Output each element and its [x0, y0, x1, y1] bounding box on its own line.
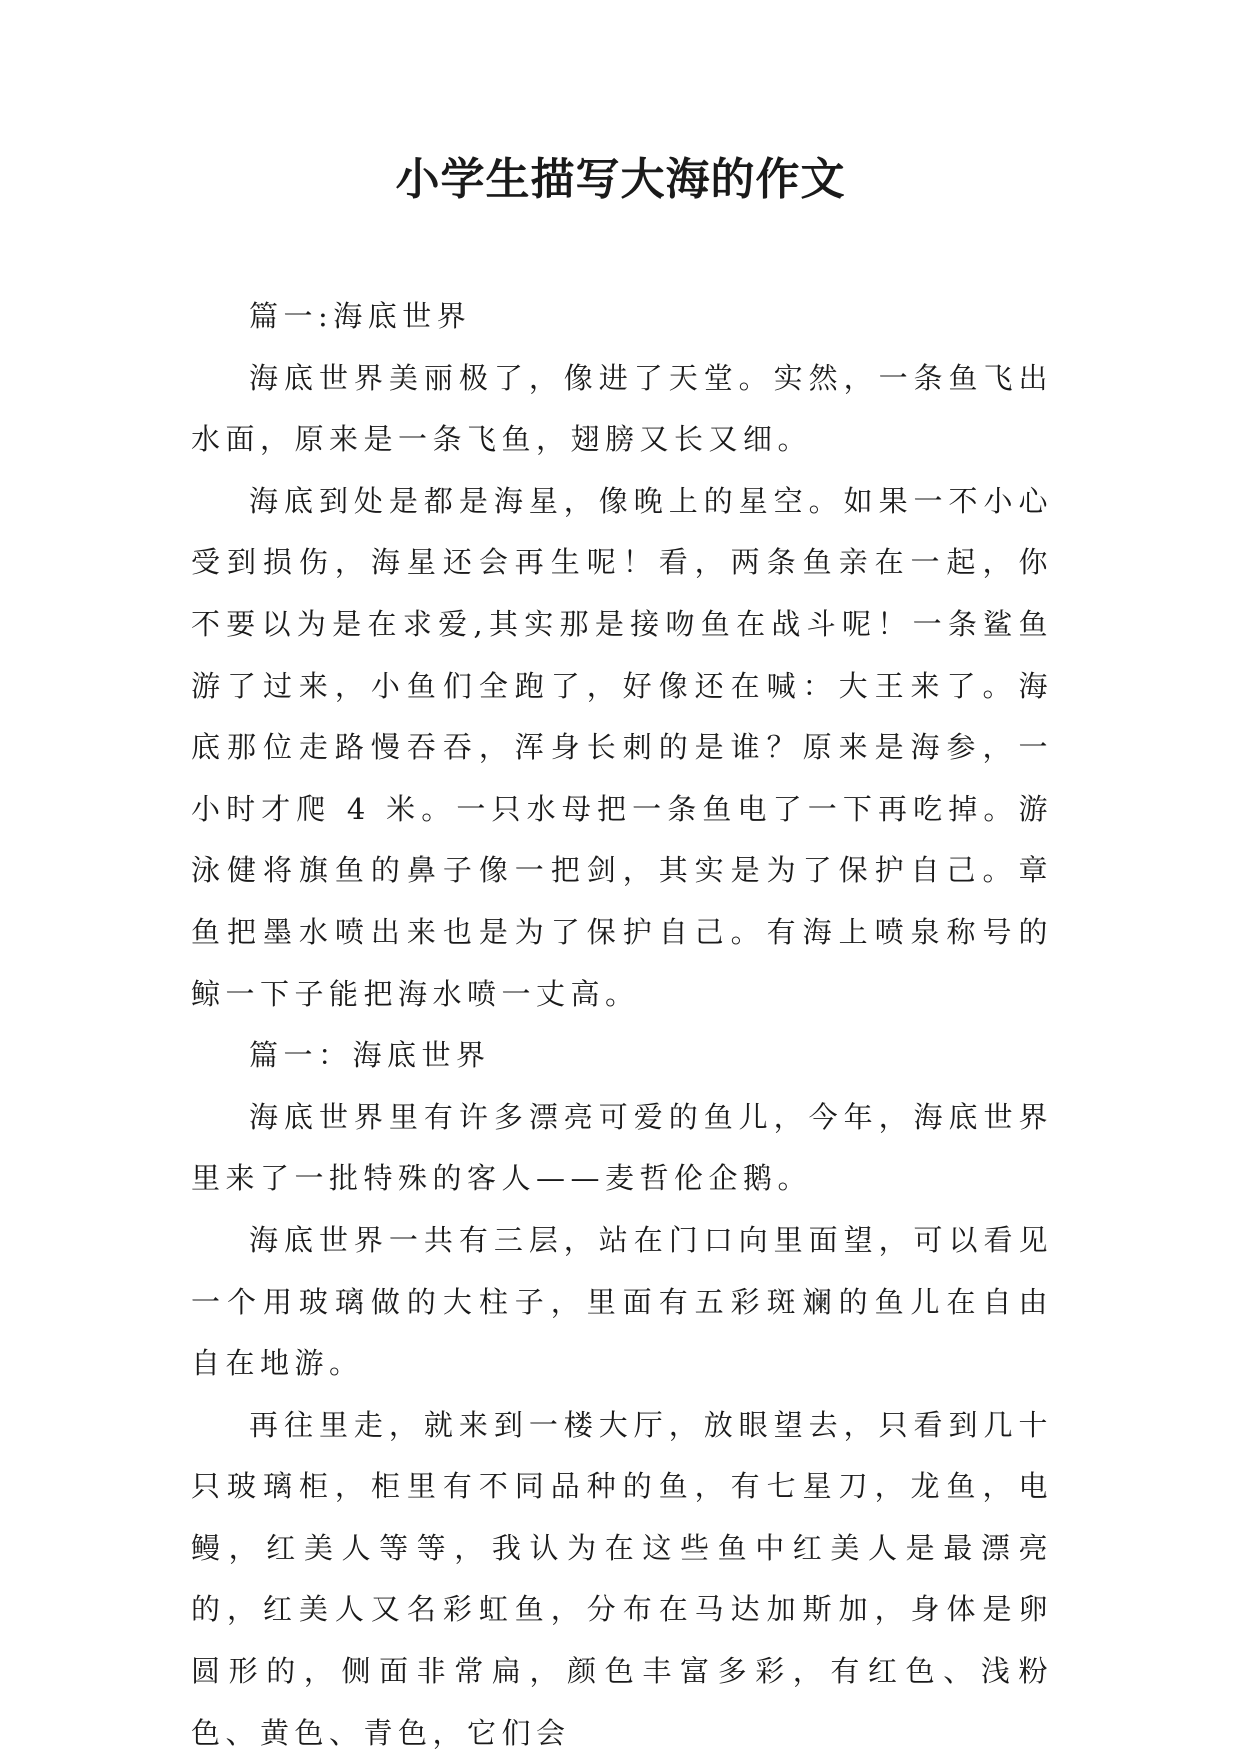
paragraph: 再往里走，就来到一楼大厅，放眼望去，只看到几十只玻璃柜，柜里有不同品种的鱼，有七星刀，龙鱼，电鳗，红美人等等，我认为在这些鱼中红美人是最漂亮的，红美人又名彩虹鱼，分布在马达加斯加，身体是卵圆形的，侧面非常扁，颜色丰富多彩，有红色、浅粉色、黄色、青色，它们会: [191, 1407, 1053, 1750]
document-body: [191, 286, 1053, 1764]
document-title: 小学生描写大海的作文: [395, 154, 846, 205]
paragraph: 海底世界美丽极了，像进了天堂。实然，一条鱼飞出水面，原来是一条飞鱼，翅膀又长又细。: [191, 360, 1053, 457]
section-heading: 篇一:海底世界: [249, 299, 472, 333]
paragraph: 海底世界一共有三层，站在门口向里面望，可以看见一个用玻璃做的大柱子，里面有五彩斑斓的鱼儿在自由自在地游。: [191, 1222, 1053, 1381]
paragraph: 海底世界里有许多漂亮可爱的鱼儿，今年，海底世界里来了一批特殊的客人——麦哲伦企鹅。: [191, 1099, 1053, 1196]
section-heading: 篇一：海底世界: [249, 1038, 491, 1073]
paragraph: 海底到处是都是海星，像晚上的星空。如果一不小心受到损伤，海星还会再生呢！看，两条鱼亲在一起，你不要以为是在求爱,其实那是接吻鱼在战斗呢！一条鲨鱼游了过来，小鱼们全跑了，好像还在喊：大王来了。海底那位走路慢吞吞，浑身长刺的是谁？原来是海参，一小时才爬 4 米。一只水母把一条鱼电了一下再吃掉。游泳健将旗鱼的鼻子像一把剑，其实是为了保护自己。章鱼把墨水喷出来也是为了保护自己。有海上喷泉称号的鲸一下子能把海水喷一丈高。: [191, 483, 1053, 1011]
